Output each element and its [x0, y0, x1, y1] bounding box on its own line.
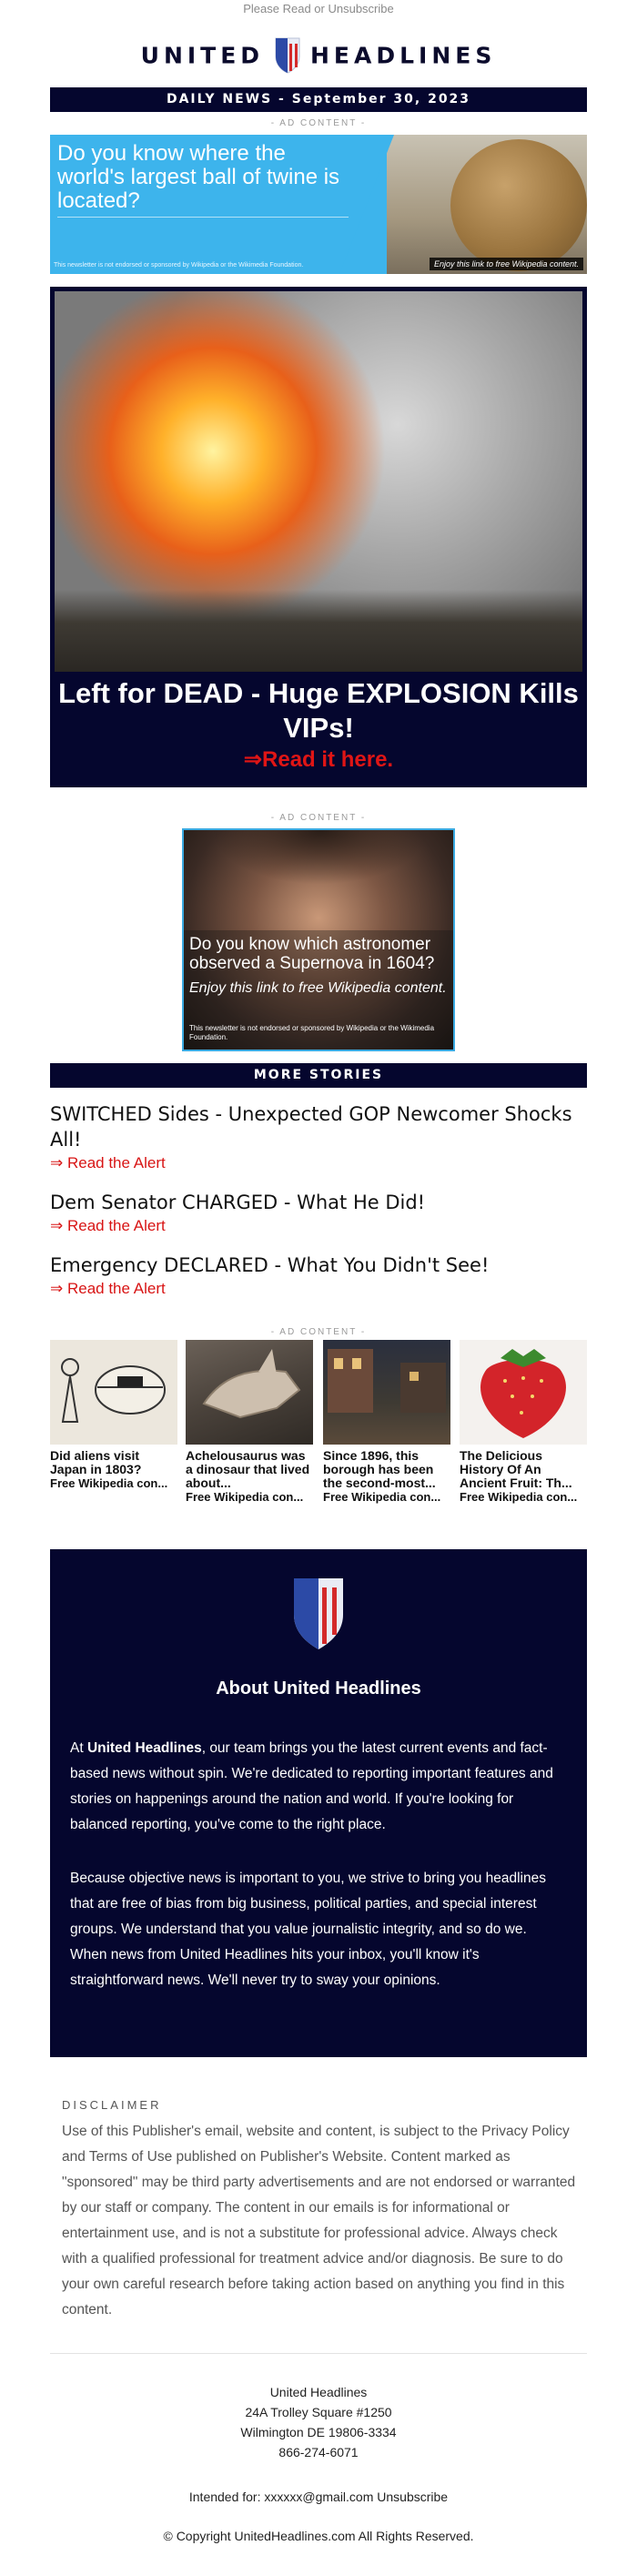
shield-flag-icon — [274, 36, 301, 75]
story-title[interactable]: Emergency DECLARED - What You Didn't See! — [50, 1254, 490, 1276]
thumb-source: Free Wikipedia con... — [460, 1490, 578, 1504]
ad-question: Do you know which astronomer observed a Supernova in 1604? — [189, 935, 435, 973]
more-stories-bar: MORE STORIES — [50, 1063, 587, 1088]
wiki-thumb[interactable] — [323, 1340, 450, 1522]
thumb-source: Free Wikipedia con... — [323, 1490, 441, 1504]
logo-word-left: UNITED — [140, 42, 265, 69]
thumb-caption: Since 1896, this borough has been the second-most... — [323, 1448, 436, 1490]
about-p1-post: , our team brings you the latest current events and fact-based news without spin. We're dedicated to reporting important features and stories on happenings around the nation and world. If you're looking for balanced reporting, you've come to the right place. — [70, 1740, 553, 1832]
thumb-caption: The Delicious History Of An Ancient Fruit: Th... — [460, 1448, 572, 1490]
about-paragraph-2: Because objective news is important to you, we strive to bring you headlines that are free of bias from big business, political parties, and special interest groups. We understand that you value journalistic integrity, and so do we. When news from United Headlines hits your inbox, you'll know it's straightforward news. We'll never try to sway your opinions. — [70, 1871, 546, 1988]
footer-copyright: © Copyright UnitedHeadlines.com All Rights Reserved. — [163, 2529, 474, 2543]
ad-enjoy-text: Enjoy this link to free Wikipedia content. — [189, 980, 447, 996]
footer-address-2: Wilmington DE 19806-3334 — [240, 2425, 397, 2439]
footer-intended — [0, 2490, 637, 2504]
logo-word-right: HEADLINES — [309, 42, 497, 69]
rubble-ground — [55, 590, 582, 672]
hero-story[interactable] — [50, 287, 587, 787]
wiki-thumb[interactable] — [460, 1340, 587, 1522]
story-read-link[interactable]: ⇒ Read the Alert — [50, 1154, 166, 1171]
unsubscribe-link[interactable]: Unsubscribe — [377, 2490, 449, 2504]
footer-intended-text: Intended for: xxxxxx@gmail.com — [188, 2490, 374, 2504]
thumb-caption: Achelousaurus was a dinosaur that lived about... — [186, 1448, 310, 1490]
ad-content-label: - AD CONTENT - — [270, 118, 367, 128]
astronomer-ad[interactable] — [182, 828, 455, 1051]
brand-logo[interactable] — [0, 36, 637, 78]
thumb-source: Free Wikipedia con... — [186, 1490, 304, 1504]
hero-read-link[interactable]: ⇒Read it here. — [243, 747, 394, 772]
story-item[interactable] — [50, 1253, 587, 1298]
disclaimer-label: DISCLAIMER — [62, 2098, 162, 2112]
ad-disclaimer: This newsletter is not endorsed or sponsored by Wikipedia or the Wikimedia Foundation. — [189, 1024, 435, 1041]
footer-company: United Headlines — [269, 2385, 368, 2399]
ad-content-label: - AD CONTENT - — [270, 1327, 367, 1337]
footer-phone: 866-274-6071 — [278, 2445, 359, 2459]
about-title: About United Headlines — [216, 1678, 421, 1699]
preheader-link[interactable]: Please Read or Unsubscribe — [243, 2, 394, 15]
about-brand: United Headlines — [86, 1740, 202, 1756]
story-title[interactable]: Dem Senator CHARGED - What He Did! — [50, 1192, 426, 1213]
wiki-thumb[interactable] — [50, 1340, 177, 1522]
story-read-link[interactable]: ⇒ Read the Alert — [50, 1280, 166, 1297]
ad-divider — [57, 217, 349, 218]
about-paragraph-1 — [70, 1736, 567, 1838]
ad-question: Do you know where the world's largest ball of twine is located? — [57, 141, 340, 213]
aliens-japan-image — [50, 1340, 177, 1445]
ad-disclaimer: This newsletter is not endorsed or sponsored by Wikipedia or the Wikimedia Foundation. — [54, 262, 304, 269]
borough-street-image — [323, 1340, 450, 1445]
dinosaur-skull-image — [186, 1340, 313, 1445]
story-item[interactable] — [50, 1190, 587, 1235]
wiki-thumb[interactable] — [186, 1340, 313, 1522]
footer-divider — [50, 2353, 587, 2354]
ad-content-label: - AD CONTENT - — [270, 813, 367, 823]
about-p1-pre: At — [70, 1740, 87, 1756]
explosion-image — [55, 291, 582, 672]
disclaimer-text: Use of this Publisher's email, website and content, is subject to the Privacy Policy and Terms of Use published on Publisher's Website. Content marked as "sponsored" may be third party advertisements and are not endorsed or warranted by our staff or company. The content in our emails is for informational or entertainment use, and is not a substitute for professional advice. Always check with a qualified professional for treatment advice and/or diagnosis. Be sure to do your own careful research before taking action based on anything you find in this content. — [62, 2124, 576, 2317]
portrait-hair — [211, 830, 430, 885]
hero-headline[interactable]: Left for DEAD - Huge EXPLOSION Kills VIPs! — [58, 677, 579, 744]
story-item[interactable] — [50, 1101, 587, 1172]
footer-address-1: 24A Trolley Square #1250 — [245, 2405, 392, 2419]
ad-caption: Enjoy this link to free Wikipedia content. — [430, 258, 583, 270]
shield-flag-icon — [290, 1575, 347, 1653]
about-section — [50, 1549, 587, 2057]
thumb-caption: Did aliens visit Japan in 1803? — [50, 1448, 142, 1476]
daily-news-bar: DAILY NEWS - September 30, 2023 — [50, 87, 587, 112]
story-read-link[interactable]: ⇒ Read the Alert — [50, 1217, 166, 1234]
story-title[interactable]: SWITCHED Sides - Unexpected GOP Newcomer Shocks All! — [50, 1103, 572, 1151]
twine-ball-image — [450, 139, 587, 271]
twine-ad-banner[interactable] — [50, 135, 587, 274]
thumb-source: Free Wikipedia con... — [50, 1476, 168, 1490]
strawberry-image — [460, 1340, 587, 1445]
